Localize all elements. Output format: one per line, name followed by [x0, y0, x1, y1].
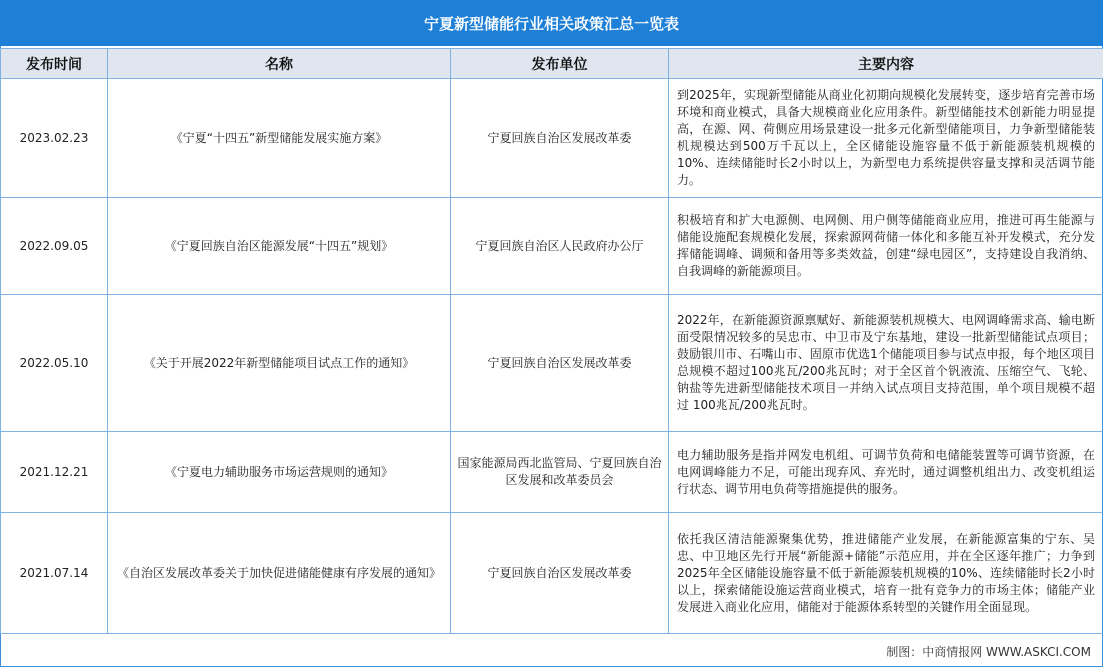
- cell-date: 2021.07.14: [1, 513, 108, 634]
- cell-content: 2022年，在新能源资源禀赋好、新能源装机规模大、电网调峰需求高、输电断面受限情况较多的吴忠市、中卫市及宁东基地，建设一批新型储能试点项目；鼓励银川市、石嘴山市、固原市优选1个储能项目参与试点申报，每个地区项目总规模不超过100兆瓦/200兆瓦时；对于全区首个钒液流、压缩空气、飞轮、钠盐等先进新型储能技术项目一并纳入试点项目支持范围，单个项目规模不超过 100兆瓦/200兆瓦时。: [669, 295, 1103, 432]
- cell-org: 宁夏回族自治区发展改革委: [451, 79, 669, 198]
- cell-name: 《宁夏电力辅助服务市场运营规则的通知》: [108, 432, 451, 513]
- cell-name: 《宁夏回族自治区能源发展“十四五”规划》: [108, 198, 451, 295]
- table-row: [1, 513, 1103, 634]
- header-name: 名称: [108, 49, 451, 79]
- cell-name: 《宁夏“十四五”新型储能发展实施方案》: [108, 79, 451, 198]
- cell-content: 积极培育和扩大电源侧、电网侧、用户侧等储能商业应用，推进可再生能源与储能设施配套规模化发展，探索源网荷储一体化和多能互补开发模式，充分发挥储能调峰、调频和备用等多类效益，创建“绿电园区”，支持建设自我消纳、自我调峰的新能源项目。: [669, 198, 1103, 295]
- cell-content: 电力辅助服务是指并网发电机组、可调节负荷和电储能装置等可调节资源，在电网调峰能力不足，可能出现弃风、弃光时，通过调整机组出力、改变机组运行状态、调节用电负荷等措施提供的服务。: [669, 432, 1103, 513]
- cell-date: 2022.05.10: [1, 295, 108, 432]
- cell-org: 国家能源局西北监管局、宁夏回族自治区发展和改革委员会: [451, 432, 669, 513]
- cell-date: 2023.02.23: [1, 79, 108, 198]
- table-row: [1, 432, 1103, 513]
- cell-content: 依托我区清洁能源聚集优势，推进储能产业发展，在新能源富集的宁东、吴忠、中卫地区先行开展“新能源+储能”示范应用，并在全区逐年推广；力争到2025年全区储能设施容量不低于新能源装机规模的10%、连续储能时长2小时以上，探索储能设施运营商业模式，培育一批有竞争力的市场主体；储能产业发展进入商业化应用，储能对于能源体系转型的关键作用全面显现。: [669, 513, 1103, 634]
- cell-date: 2021.12.21: [1, 432, 108, 513]
- cell-org: 宁夏回族自治区人民政府办公厅: [451, 198, 669, 295]
- policy-table: [0, 48, 1103, 634]
- header-date: 发布时间: [1, 49, 108, 79]
- header-content: 主要内容: [669, 49, 1103, 79]
- cell-content: 到2025年，实现新型储能从商业化初期向规模化发展转变，逐步培育完善市场环境和商业模式，具备大规模商业化应用条件。新型储能技术创新能力明显提高，在源、网、荷侧应用场景建设一批多元化新型储能项目，力争新型储能装机规模达到500万千瓦以上，全区储能设施容量不低于新能源装机规模的10%、连续储能时长2小时以上，为新型电力系统提供容量支撑和灵活调节能力。: [669, 79, 1103, 198]
- cell-org: 宁夏回族自治区发展改革委: [451, 295, 669, 432]
- cell-name: 《关于开展2022年新型储能项目试点工作的通知》: [108, 295, 451, 432]
- table-row: [1, 79, 1103, 198]
- header-org: 发布单位: [451, 49, 669, 79]
- source-footer: 制图：中商情报网 WWW.ASKCI.COM: [886, 644, 1091, 659]
- cell-org: 宁夏回族自治区发展改革委: [451, 513, 669, 634]
- page-title: 宁夏新型储能行业相关政策汇总一览表: [0, 0, 1103, 46]
- table-row: [1, 198, 1103, 295]
- table-header-row: [1, 49, 1103, 79]
- cell-date: 2022.09.05: [1, 198, 108, 295]
- cell-name: 《自治区发展改革委关于加快促进储能健康有序发展的通知》: [108, 513, 451, 634]
- table-row: [1, 295, 1103, 432]
